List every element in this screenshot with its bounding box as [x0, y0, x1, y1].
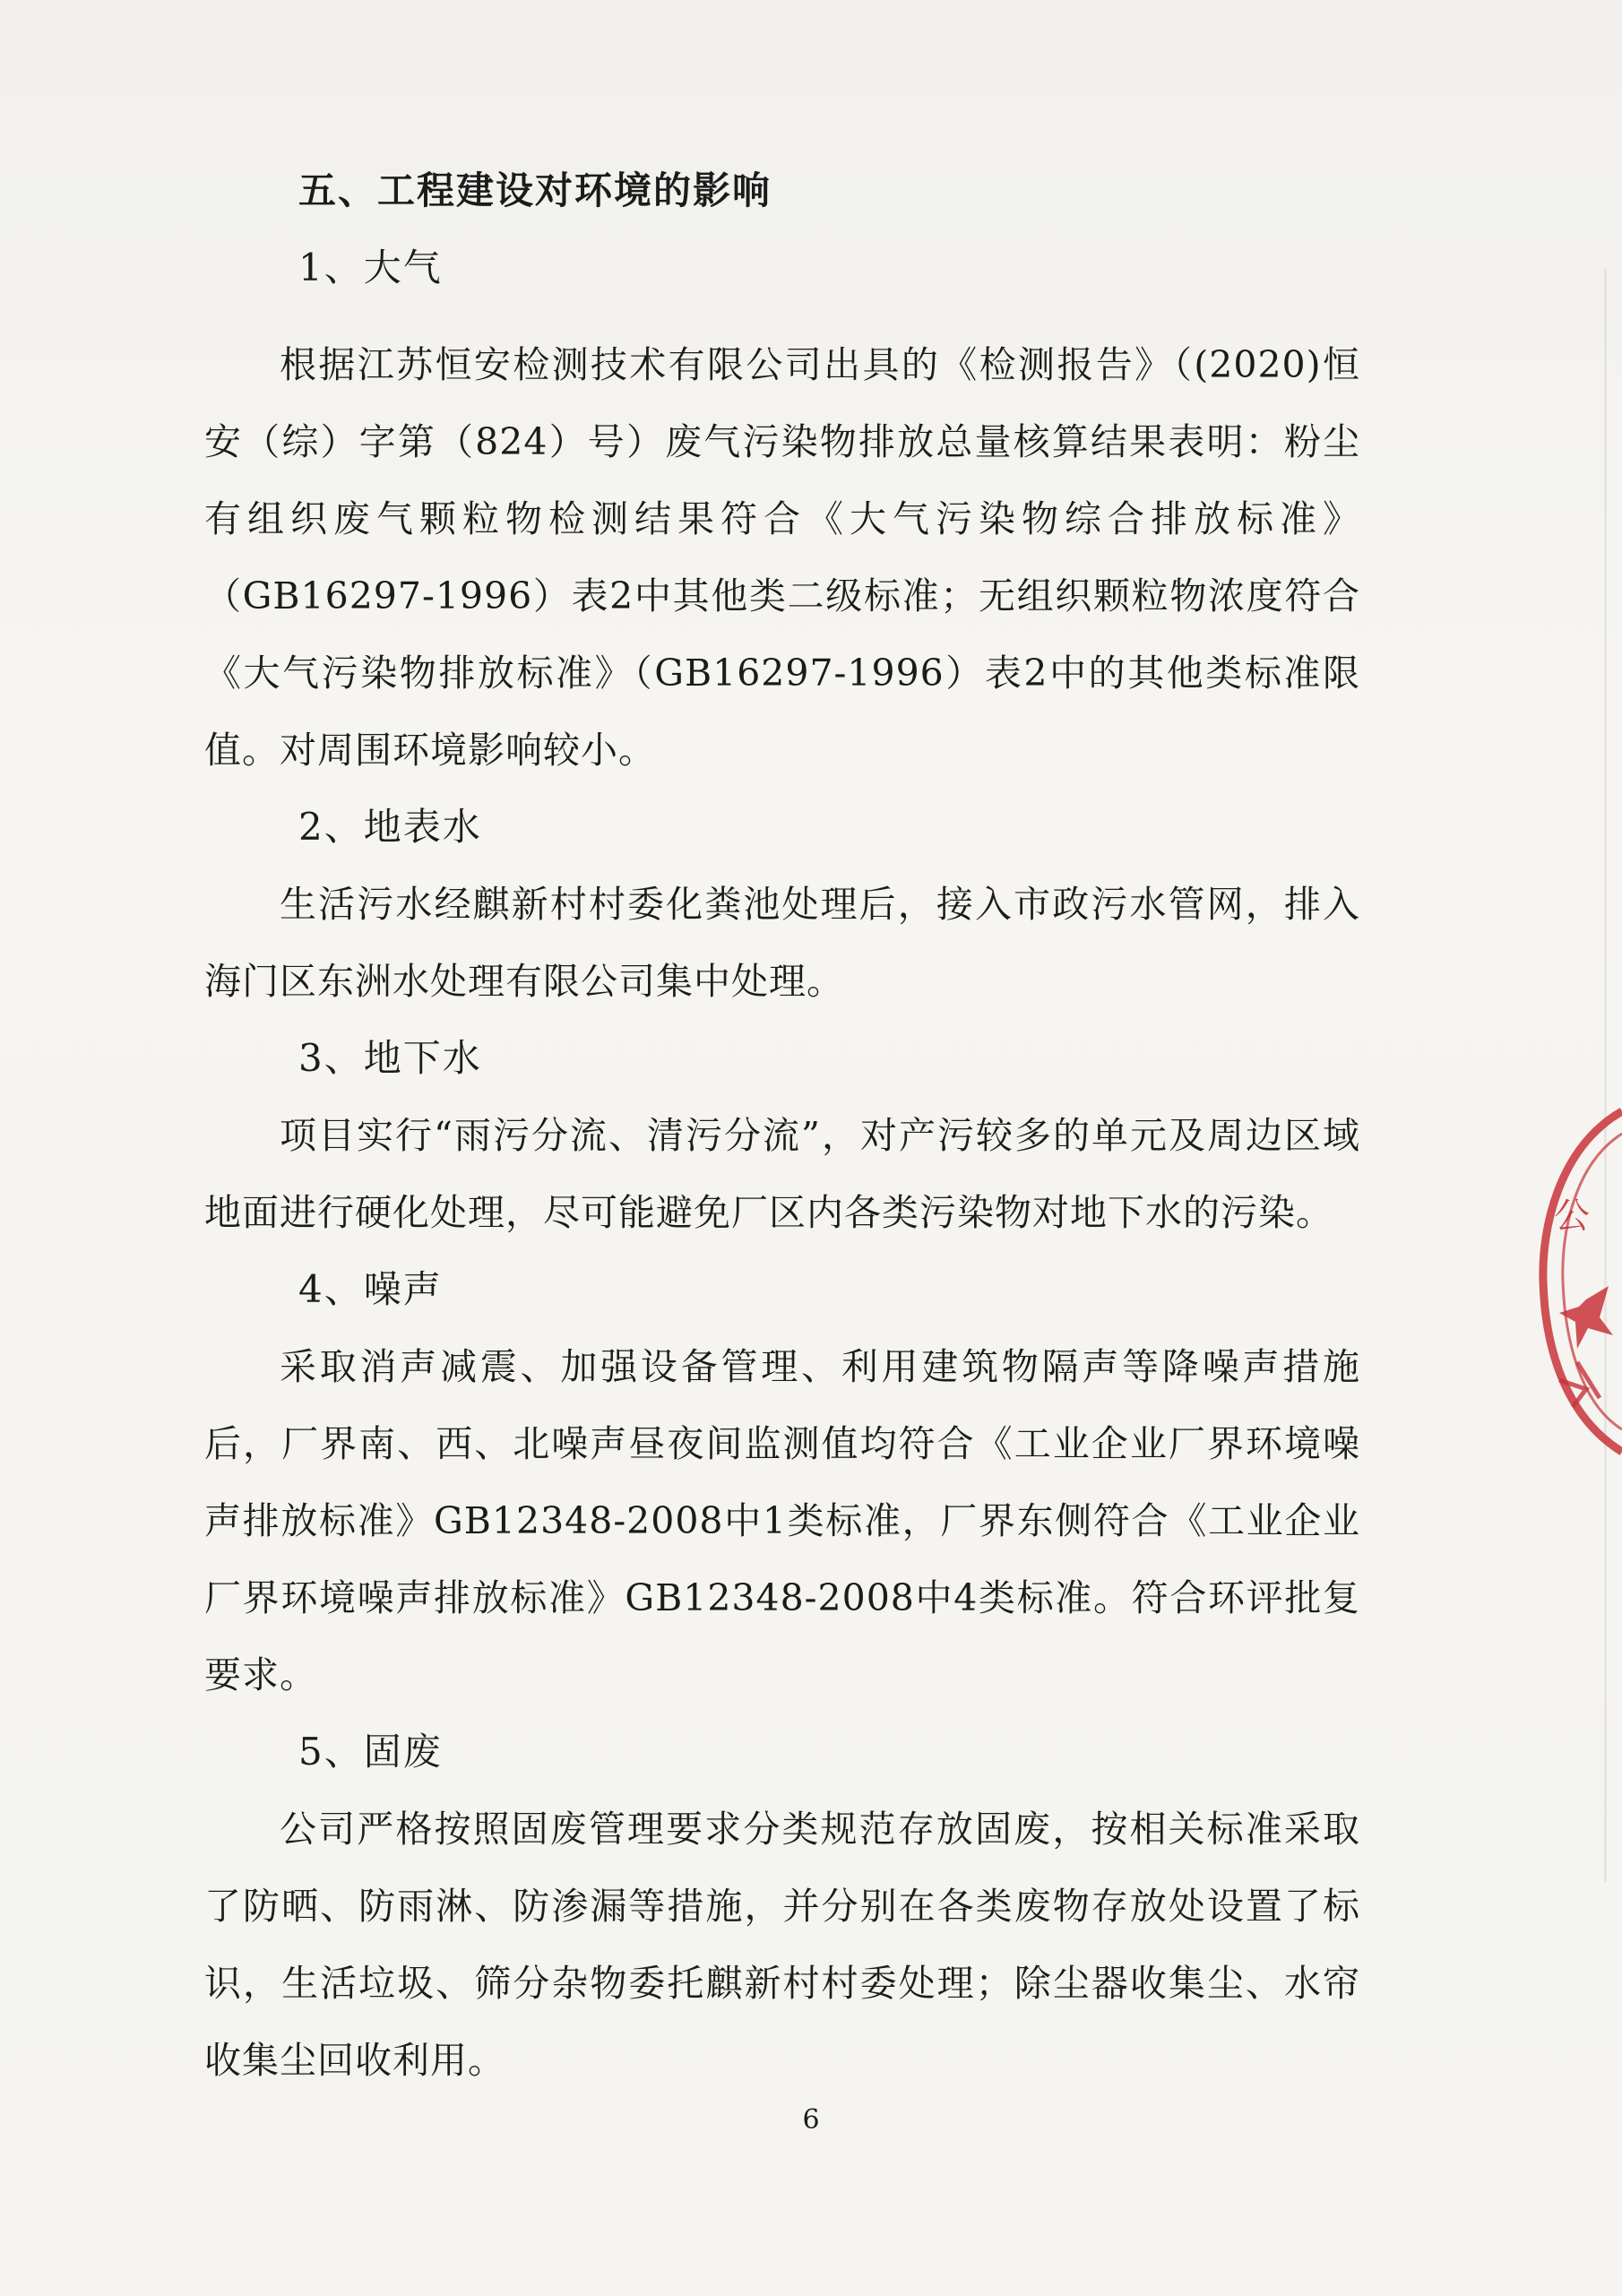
- section-title: 五、工程建设对环境的影响: [298, 168, 772, 212]
- item-text-groundwater: 项目实行“雨污分流、清污分流”，对产污较多的单元及周边区域地面进行硬化处理，尽可能避免厂区内各类污染物对地下水的污染。: [204, 1114, 1360, 1234]
- seal-partial-char: 公: [1554, 1195, 1590, 1237]
- item-heading-surface-water: 2、地表水: [298, 805, 482, 849]
- item-text-noise: 采取消声减震、加强设备管理、利用建筑物隔声等降噪声措施后，厂界南、西、北噪声昼夜间监测值均符合《工业企业厂界环境噪声排放标准》GB12348-2008中1类标准，厂界东侧符合《工业企业厂界环境噪声排放标准》GB12348-2008中4类标准。符合环评批复要求。: [204, 1345, 1360, 1696]
- item-heading-air: 1、大气: [298, 246, 443, 289]
- company-seal-stamp: [1523, 1093, 1622, 1470]
- item-heading-solid-waste: 5、固废: [298, 1730, 443, 1774]
- page-number: 6: [802, 2104, 820, 2136]
- scan-fold-line: [1604, 269, 1607, 1882]
- item-text-air: 根据江苏恒安检测技术有限公司出具的《检测报告》（(2020)恒安（综）字第（824）号）废气污染物排放总量核算结果表明：粉尘有组织废气颗粒物检测结果符合《大气污染物综合排放标准》（GB16297-1996）表2中其他类二级标准；无组织颗粒物浓度符合《大气污染物排放标准》（GB16297-1996）表2中的其他类标准限值。对周围环境影响较小。: [204, 343, 1360, 772]
- item-heading-noise: 4、噪声: [298, 1267, 443, 1311]
- item-text-surface-water: 生活污水经麒新村村委化粪池处理后，接入市政污水管网，排入海门区东洲水处理有限公司集中处理。: [204, 883, 1360, 1003]
- document-body: [204, 152, 1360, 2099]
- item-text-solid-waste: 公司严格按照固废管理要求分类规范存放固废，按相关标准采取了防晒、防雨淋、防渗漏等措施，并分别在各类废物存放处设置了标识，生活垃圾、筛分杂物委托麒新村村委处理；除尘器收集尘、水帘收集尘回收利用。: [204, 1808, 1360, 2082]
- item-heading-groundwater: 3、地下水: [298, 1036, 482, 1080]
